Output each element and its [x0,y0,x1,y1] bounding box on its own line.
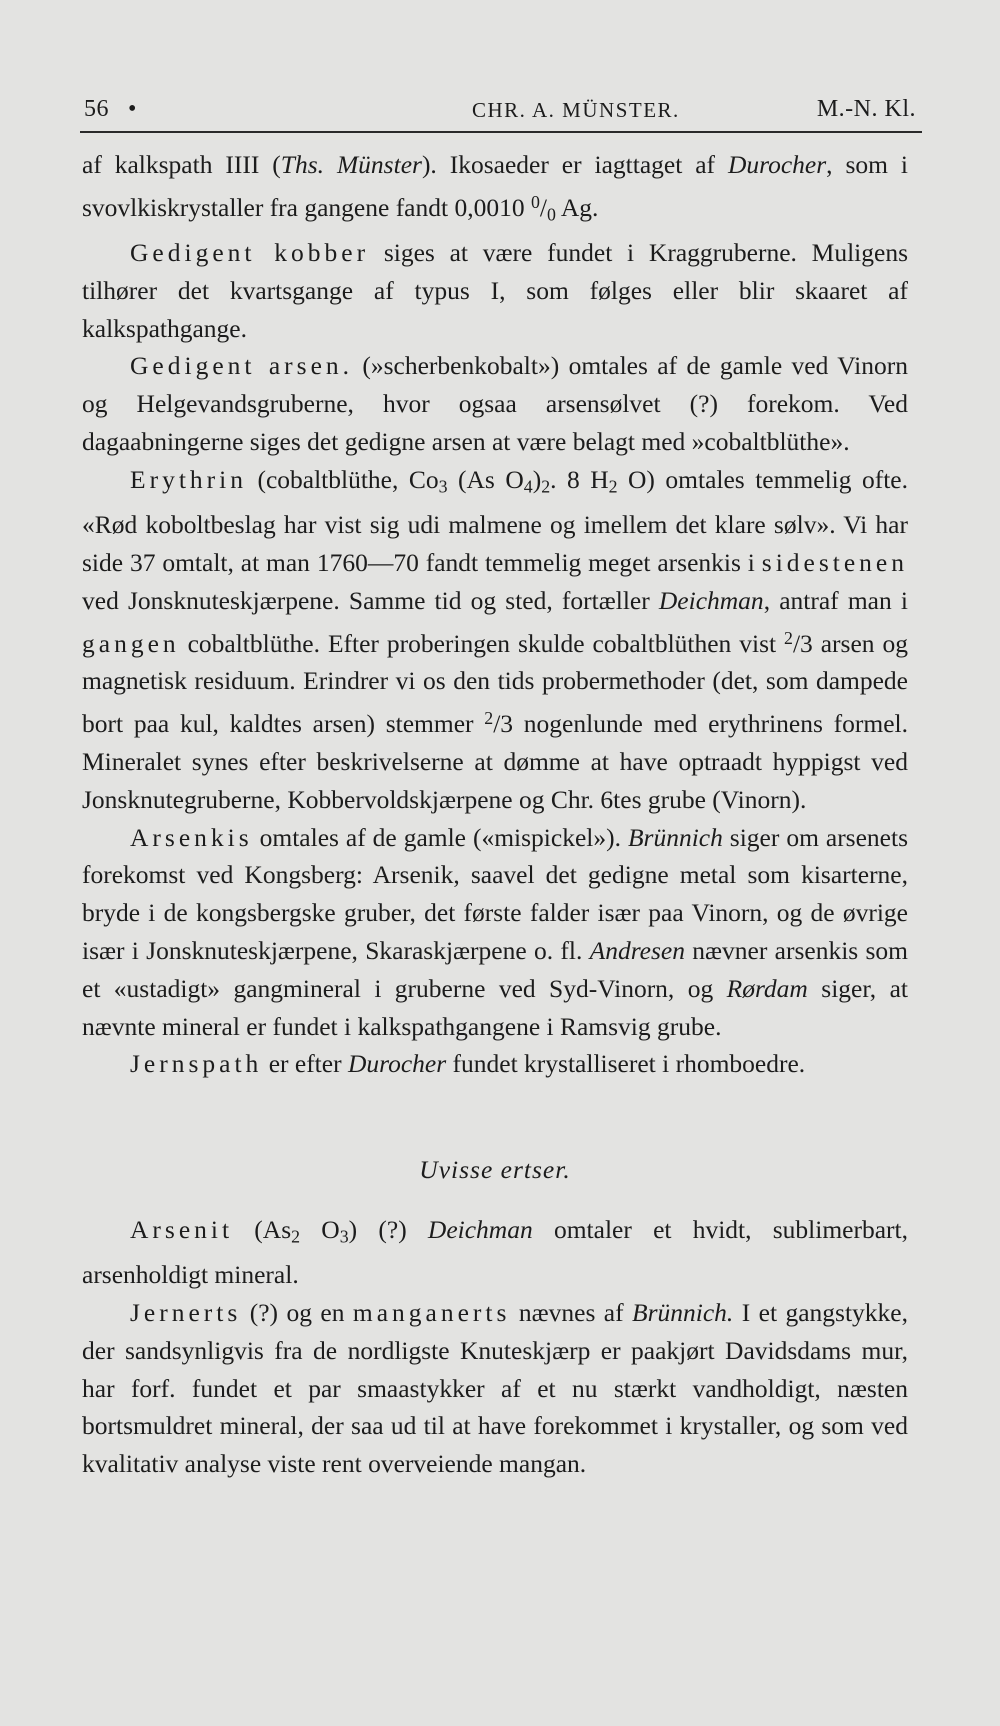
author-ref: Ths. Münster [280,150,422,179]
text-run: , som i svovlkiskrystaller fra gangene fandt 0,0010 [82,150,908,222]
formula-subscript: 4 [523,476,533,497]
section-heading: Uvisse ertser. [419,1155,571,1185]
paragraph-arsenkis [82,819,908,1046]
formula-subscript: 2 [608,476,618,497]
text-run: ) (?) [348,1214,428,1244]
formula-subscript: 2 [291,1226,301,1247]
text-run: arsen og magnetisk residuum. Erindrer vi os den tids probermethoder (det, som dampede bort paa kul, kaldtes arsen) stemmer [82,628,908,739]
fraction-denominator: /3 [493,709,514,739]
paragraph-jernspath [82,1045,908,1083]
paragraph-gedigent-arsen [82,347,908,460]
author-ref: Brünnich. [632,1297,734,1327]
text-run: . 8 H [550,464,609,494]
text-run: ). Ikosaeder er iagttaget af [421,150,728,179]
text-run: ved Jonsknuteskjærpene. Samme tid og sted, fortæller [82,585,659,615]
paragraph-kalkspath [82,146,908,234]
author-ref: Deichman [658,585,764,615]
fraction-numerator: 2 [484,708,494,729]
paragraph-erythrin [82,461,908,819]
text-run: omtales af de gamle («mispickel»). [252,822,628,852]
paragraph-gedigent-kobber [82,234,908,347]
author-ref: Deichman [427,1214,533,1244]
formula-subscript: 3 [438,476,448,497]
text-run: siges at være fundet i Kraggruberne. Muligens tilhører det kvartsgange af typus I, som følges eller blir skaaret af kalkspathgange. [82,238,908,343]
text-run: (?) og en [241,1297,353,1327]
mineral-term: Gedigent arsen. [130,351,354,381]
text-run: , antraf man i [763,585,908,615]
author-ref: Durocher [727,150,827,179]
text-run: siger, at nævnte mineral er fundet i kalkspathgangene i Ramsvig grube. [82,973,908,1041]
fraction-denominator: /3 [792,628,813,658]
mineral-term: Jernerts [130,1297,242,1327]
text-run: O [300,1214,340,1244]
formula-subscript: 3 [339,1226,349,1247]
paragraph-arsenit [82,1211,908,1294]
header-section: M.-N. Kl. [816,96,916,122]
fraction-numerator: 2 [784,627,793,648]
author-ref: Durocher [347,1049,447,1079]
text-run: (cobaltblüthe, Co [246,464,439,494]
author-ref: Andresen [589,935,685,965]
text-run: nævnes af [510,1297,633,1327]
text-run: er efter [262,1049,348,1079]
spaced-word: gangen [82,628,180,658]
text-run: Ag. [555,192,599,222]
percent-mark-slash: / [539,192,547,222]
header-separator: • [128,96,137,122]
page-body [82,146,908,1483]
text-run: (As O [447,464,524,494]
mineral-term: Jernspath [130,1049,263,1079]
header-rule [80,131,922,133]
text-run: omtaler et hvidt, sublimerbart, arsenholdigt mineral. [82,1214,909,1290]
percent-mark-top: 0 [530,191,540,212]
percent-mark-bottom: 0 [546,204,556,225]
author-ref: Rørdam [726,973,808,1003]
running-header [80,96,920,130]
author-ref: Brünnich [627,822,723,852]
formula-subscript: 2 [541,476,551,497]
text-run: I et gangstykke, der sandsynligvis fra de nordligste Knuteskjærp er paakjørt Davidsdams mur, har forf. fundet et par smaastykker af et nu stærkt vandholdigt, næsten bortsmuldret mineral, der saa ud til at have forekommet i krystaller, og som ved kvalitativ analyse viste rent overveiende mangan. [82,1297,909,1479]
text-run: (As [233,1214,292,1244]
paragraph-jernerts [82,1294,908,1483]
header-author: CHR. A. MÜNSTER. [472,98,680,122]
text-run: nævner arsenkis som et «ustadigt» gangmineral i gruberne ved Syd-Vinorn, og [82,935,908,1003]
mineral-term: Arsenit [130,1214,234,1244]
text-run: nogenlunde med erythrinens formel. Mineralet synes efter beskrivelserne at dømme at have optraadt hyppigst ved Jonsknutegruberne, Kobbervoldskjærpene og Chr. 6tes grube (Vinorn). [82,709,908,814]
text-run: fundet krystalliseret i rhomboedre. [446,1049,806,1079]
text-run: ) [532,464,542,494]
text-run: af kalkspath IIII ( [82,150,281,179]
spaced-word: sidestenen [761,547,908,577]
text-run: cobaltblüthe. Efter proberingen skulde cobaltblüthen vist [179,628,785,658]
mineral-term: Gedigent kobber [130,238,370,268]
mineral-term: Arsenkis [130,822,253,852]
text-run: siger om arsenets forekomst ved Kongsberg: Arsenik, saavel det gedigne metal som kisarterne, bryde i de kongsbergske gruber, det første falder især paa Vinorn, og de øvrige især i Jonsknuteskjærpene, Skaraskjærpene o. fl. [82,822,908,965]
page-number: 56 [84,96,109,122]
text-run: (»scherbenkobalt») omtales af de gamle ved Vinorn og Helgevandsgruberne, hvor ogsaa arsensølvet (?) forekom. Ved dagaabningerne siges det gedigne arsen at være belagt med »cobaltblüthe». [82,351,908,457]
mineral-term: manganerts [352,1297,511,1327]
mineral-term: Erythrin [130,464,247,494]
text-run: O) omtales temmelig ofte. «Rød koboltbeslag har vist sig udi malmene og imellem det klare sølv». Vi har side 37 omtalt, at man 1760—70 fandt temmelig meget arsenkis i [82,464,909,577]
